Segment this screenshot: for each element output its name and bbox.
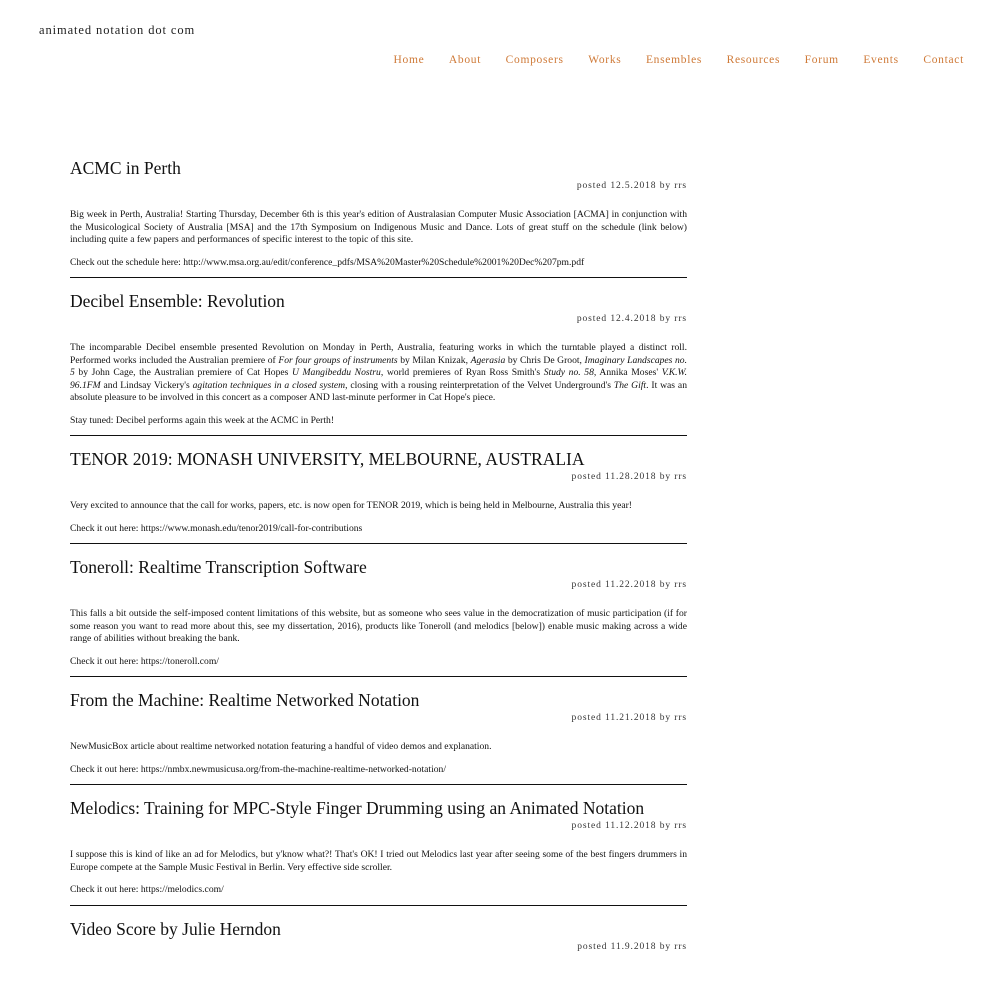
text-segment: , closing with a rousing reinterpretation of the Velvet Underground's bbox=[345, 379, 614, 391]
post-meta: posted 11.9.2018 by rrs bbox=[577, 941, 687, 952]
post-link-line[interactable]: Check it out here: https://melodics.com/ bbox=[70, 884, 224, 895]
nav-forum[interactable]: Forum bbox=[804, 54, 839, 66]
post-melodics bbox=[70, 798, 687, 906]
nav-resources[interactable]: Resources bbox=[726, 54, 781, 66]
post-body bbox=[70, 608, 687, 668]
work-title: For four groups of instruments bbox=[278, 354, 398, 366]
post-video-score bbox=[70, 919, 687, 954]
post-toneroll bbox=[70, 557, 687, 677]
text-segment: by Chris De Groot, bbox=[505, 354, 585, 366]
post-from-the-machine bbox=[70, 690, 687, 785]
nav-contact[interactable]: Contact bbox=[923, 54, 964, 66]
text-segment: . It was an absolute pleasure to be involved in this concert as a composer AND last-minute performer in Cat Hope's piece. bbox=[70, 379, 687, 403]
nav-works[interactable]: Works bbox=[588, 54, 622, 66]
post-paragraph: Very excited to announce that the call for works, papers, etc. is now open for TENOR 2019, which is being held in Melbourne, Australia this year! bbox=[70, 500, 632, 511]
post-body bbox=[70, 500, 687, 535]
work-title: V.K.W. 96.1FM bbox=[70, 367, 688, 391]
nav-about[interactable]: About bbox=[448, 54, 482, 66]
post-link-line[interactable]: Check it out here: https://nmbx.newmusicusa.org/from-the-machine-realtime-networked-notation/ bbox=[70, 763, 447, 775]
post-paragraph: This falls a bit outside the self-imposed content limitations of this website, but as someone who sees value in the democratization of music participation (if for some reason you want to read more about this, see my dissertation, 2016), products like Toneroll (and melodics [below]) enable music making across a wide range of abilities without breaking the bank. bbox=[70, 608, 687, 644]
post-decibel-revolution bbox=[70, 291, 687, 436]
text-segment: and Lindsay Vickery's bbox=[100, 379, 193, 391]
post-body bbox=[70, 849, 687, 897]
post-paragraph: Stay tuned: Decibel performs again this week at the ACMC in Perth! bbox=[70, 414, 335, 426]
nav-home[interactable]: Home bbox=[393, 54, 425, 66]
work-title: Agerasia bbox=[470, 354, 506, 366]
post-title[interactable]: TENOR 2019: MONASH UNIVERSITY, MELBOURNE, AUSTRALIA bbox=[70, 449, 585, 469]
nav-ensembles[interactable]: Ensembles bbox=[645, 54, 703, 66]
text-segment: , Annika Moses' bbox=[593, 367, 662, 378]
post-title[interactable]: Video Score by Julie Herndon bbox=[70, 918, 281, 939]
work-title: Imaginary Landscapes no. 5 bbox=[70, 354, 687, 378]
post-paragraph: I suppose this is kind of like an ad for Melodics, but y'know what?! That's OK! I tried out Melodics last year after seeing some of the best fingers drummers in Europe compete at the Sample Music Festival in Berlin. Very effective side scroller. bbox=[70, 849, 687, 873]
work-title: agitation techniques in a closed system bbox=[192, 379, 346, 391]
nav-events[interactable]: Events bbox=[863, 54, 899, 66]
post-acmc-perth bbox=[70, 158, 687, 278]
post-paragraph: Big week in Perth, Australia! Starting Thursday, December 6th is this year's edition of Australasian Computer Music Association [ACMA] in conjunction with the Musicological Society of Australia [MSA] and the 17th Symposium on Indigenous Music and Dance. Lots of great stuff on the schedule (link below) including quite a few papers and performances of specific interest to the topic of this site. bbox=[70, 209, 687, 245]
post-title[interactable]: Toneroll: Realtime Transcription Software bbox=[70, 557, 367, 577]
post-link-line[interactable]: Check out the schedule here: http://www.msa.org.au/edit/conference_pdfs/MSA%20Master%20Schedule%2001%20Dec%207pm.pdf bbox=[70, 256, 585, 268]
post-body bbox=[70, 342, 687, 427]
text-segment: by Milan Knizak, bbox=[397, 354, 471, 366]
post-meta: posted 11.22.2018 by rrs bbox=[571, 580, 687, 590]
nav-composers[interactable]: Composers bbox=[505, 54, 564, 66]
post-title[interactable]: Melodics: Training for MPC-Style Finger Drumming using an Animated Notation bbox=[70, 798, 645, 818]
post-list bbox=[70, 158, 687, 967]
work-title: The Gift bbox=[613, 379, 647, 391]
post-link-line[interactable]: Check it out here: https://www.monash.edu/tenor2019/call-for-contributions bbox=[70, 522, 363, 534]
post-meta: posted 11.12.2018 by rrs bbox=[571, 821, 687, 831]
text-segment: , world premieres of Ryan Ross Smith's bbox=[380, 367, 544, 378]
work-title: Study no. 58 bbox=[543, 367, 594, 378]
site-title[interactable]: animated notation dot com bbox=[39, 23, 196, 37]
text-segment: by John Cage, the Australian premiere of Cat Hopes bbox=[74, 367, 292, 378]
post-meta: posted 12.4.2018 by rrs bbox=[576, 314, 687, 324]
post-meta: posted 12.5.2018 by rrs bbox=[576, 181, 687, 191]
post-paragraph bbox=[70, 342, 687, 405]
post-tenor-2019 bbox=[70, 449, 687, 544]
work-title: U Mangibeddu Nostru bbox=[292, 367, 381, 378]
post-meta: posted 11.21.2018 by rrs bbox=[571, 713, 687, 723]
post-link-line[interactable]: Check it out here: https://toneroll.com/ bbox=[70, 655, 219, 667]
post-body bbox=[70, 741, 687, 776]
text-segment: The incomparable Decibel ensemble presented Revolution on Monday in Perth, Australia, featuring works in which the turntable played a distinct roll. Performed works included the Australian premiere of bbox=[70, 342, 687, 366]
post-title[interactable]: ACMC in Perth bbox=[70, 158, 181, 178]
main-nav bbox=[393, 54, 964, 66]
post-paragraph: NewMusicBox article about realtime networked notation featuring a handful of video demos and explanation. bbox=[70, 741, 492, 752]
post-title[interactable]: From the Machine: Realtime Networked Notation bbox=[70, 690, 420, 710]
post-title[interactable]: Decibel Ensemble: Revolution bbox=[70, 291, 285, 311]
post-body bbox=[70, 209, 687, 269]
post-meta: posted 11.28.2018 by rrs bbox=[571, 472, 687, 482]
